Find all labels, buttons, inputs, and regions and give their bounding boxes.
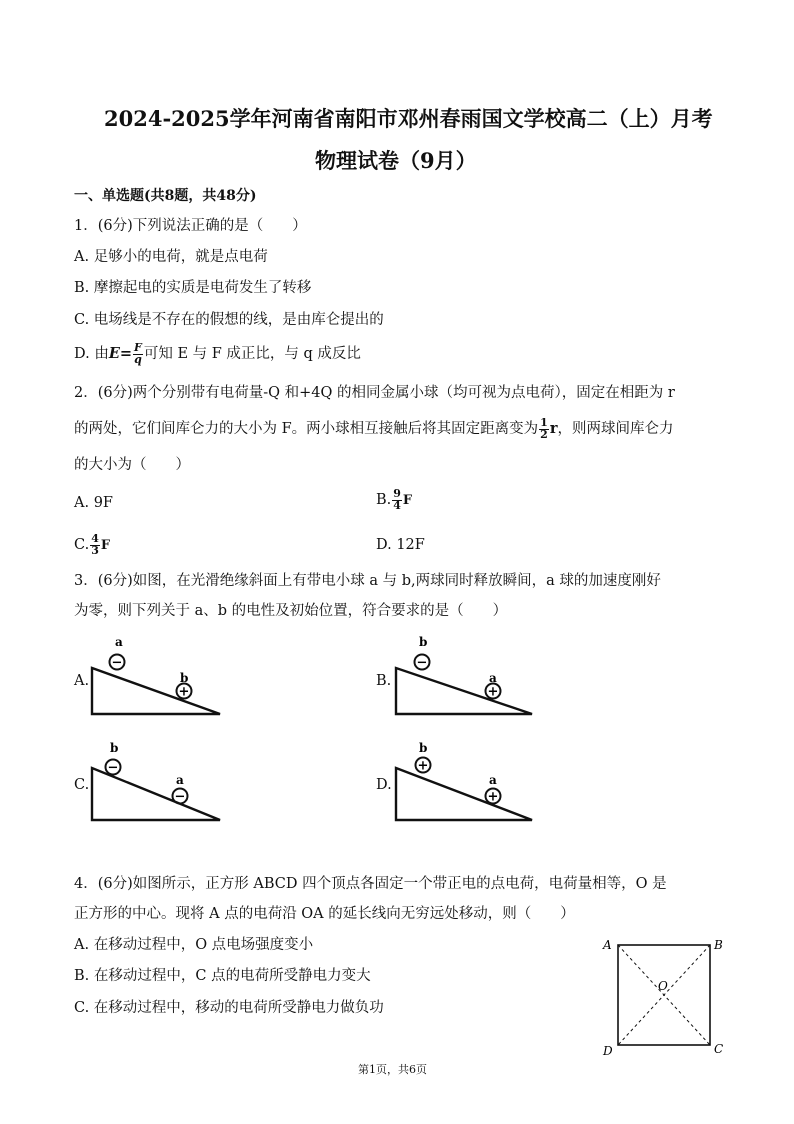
q1-option-b: B. 摩擦起电的实质是电荷发生了转移 bbox=[74, 280, 312, 296]
q1-option-a: A. 足够小的电荷，就是点电荷 bbox=[74, 249, 268, 265]
q4-label-B: B bbox=[714, 938, 723, 952]
q3-line2: 为零，则下列关于 a、b 的电性及初始位置，符合要求的是（ ） bbox=[74, 603, 508, 619]
q3-b-bottom-letter: a bbox=[489, 671, 497, 685]
page-title-line1: 2024-2025学年河南省南阳市邓州春雨国文学校高二（上）月考 bbox=[104, 106, 713, 131]
q2-b-label: B. bbox=[376, 491, 392, 508]
q2-option-d: D. 12F bbox=[376, 537, 425, 553]
q4-label-A: A bbox=[603, 938, 612, 952]
q1-option-d bbox=[74, 339, 361, 369]
q3-b-top-sign: − bbox=[416, 655, 428, 671]
q3-d-bottom-letter: a bbox=[489, 773, 497, 787]
q2-line2-prefix: 的两处，它们间库仑力的大小为 F。两小球相互接触后将其固定距离变为 bbox=[74, 420, 539, 437]
q2-option-a: A. 9F bbox=[74, 495, 113, 511]
q3-c-bottom-sign: − bbox=[174, 789, 186, 805]
q3-d-top-letter: b bbox=[419, 741, 428, 755]
q2-c-denominator: 3 bbox=[91, 543, 99, 557]
q2-line2 bbox=[74, 414, 673, 444]
q3-c-top-sign: − bbox=[107, 760, 119, 776]
page-footer: 第1页，共6页 bbox=[358, 1063, 427, 1076]
q3-c-top-letter: b bbox=[110, 741, 119, 755]
q4-label-C: C bbox=[714, 1042, 724, 1056]
q2-b-denominator: 4 bbox=[393, 498, 401, 512]
q4-square-figure bbox=[598, 934, 734, 1060]
q3-a-top-sign: − bbox=[111, 655, 123, 671]
q4-option-a: A. 在移动过程中，O 点电场强度变小 bbox=[74, 937, 314, 953]
q2-c-fraction bbox=[90, 534, 100, 556]
q3-option-a-label: A. bbox=[74, 673, 90, 689]
q2-r-symbol: r bbox=[549, 419, 558, 437]
q1-option-c: C. 电场线是不存在的假想的线，是由库仑提出的 bbox=[74, 312, 384, 328]
q1-d-formula-lhs: E= bbox=[108, 344, 133, 362]
q2-half-denominator: 2 bbox=[540, 427, 548, 441]
q2-line3: 的大小为（ ） bbox=[74, 457, 190, 473]
q2-line1: 2．(6分)两个分别带有电荷量-Q 和+4Q 的相同金属小球（均可视为点电荷），固定在相距为 r bbox=[74, 385, 675, 401]
q4-line2: 正方形的中心。现将 A 点的电荷沿 OA 的延长线向无穷远处移动，则（ ） bbox=[74, 906, 575, 922]
q1-d-prefix: D. 由 bbox=[74, 345, 109, 362]
q3-option-c-label: C. bbox=[74, 777, 90, 793]
q1-d-numerator: F bbox=[134, 341, 142, 355]
q2-option-b bbox=[376, 485, 412, 515]
q2-b-fraction bbox=[392, 489, 402, 511]
q2-c-numerator: 4 bbox=[91, 532, 99, 546]
q1-d-fraction bbox=[133, 343, 143, 365]
q3-option-b-figure bbox=[392, 634, 542, 718]
section-heading: 一、单选题(共8题，共48分) bbox=[74, 188, 257, 204]
q3-c-bottom-letter: a bbox=[176, 773, 184, 787]
q4-option-c: C. 在移动过程中，移动的电荷所受静电力做负功 bbox=[74, 1000, 384, 1016]
q4-label-O: O bbox=[658, 979, 668, 993]
q2-c-F: F bbox=[100, 537, 111, 553]
q1-stem: 1．(6分)下列说法正确的是（ ） bbox=[74, 218, 307, 234]
q4-label-D: D bbox=[603, 1044, 613, 1058]
q3-b-bottom-sign: + bbox=[487, 684, 499, 700]
q2-b-F: F bbox=[402, 492, 413, 508]
q4-line1: 4．(6分)如图所示，正方形 ABCD 四个顶点各固定一个带正电的点电荷，电荷量相等，O 是 bbox=[74, 876, 667, 892]
q4-option-b: B. 在移动过程中，C 点的电荷所受静电力变大 bbox=[74, 968, 371, 984]
q3-d-top-sign: + bbox=[417, 758, 429, 774]
q1-d-denominator: q bbox=[134, 352, 142, 366]
q3-b-top-letter: b bbox=[419, 635, 428, 649]
q2-fraction-half bbox=[539, 418, 549, 440]
q3-option-d-label: D. bbox=[376, 777, 392, 793]
q3-a-bottom-letter: b bbox=[180, 671, 189, 685]
q3-a-top-letter: a bbox=[115, 635, 123, 649]
q3-line1: 3．(6分)如图，在光滑绝缘斜面上有带电小球 a 与 b,两球同时释放瞬间，a 球的加速度刚好 bbox=[74, 573, 661, 589]
q2-b-numerator: 9 bbox=[393, 487, 401, 501]
q3-d-bottom-sign: + bbox=[487, 789, 499, 805]
q3-option-a-figure bbox=[88, 634, 228, 718]
q2-half-numerator: 1 bbox=[540, 416, 548, 430]
q2-c-label: C. bbox=[74, 536, 90, 553]
q2-option-c bbox=[74, 530, 110, 560]
q2-line2-suffix: ，则两球间库仑力 bbox=[557, 420, 674, 437]
q3-a-bottom-sign: + bbox=[178, 684, 190, 700]
q1-d-suffix: 可知 E 与 F 成正比，与 q 成反比 bbox=[143, 345, 361, 362]
q3-option-c-figure bbox=[88, 740, 228, 824]
q3-option-d-figure bbox=[392, 740, 542, 824]
q3-option-b-label: B. bbox=[376, 673, 392, 689]
page-title-line2: 物理试卷（9月） bbox=[315, 148, 477, 173]
